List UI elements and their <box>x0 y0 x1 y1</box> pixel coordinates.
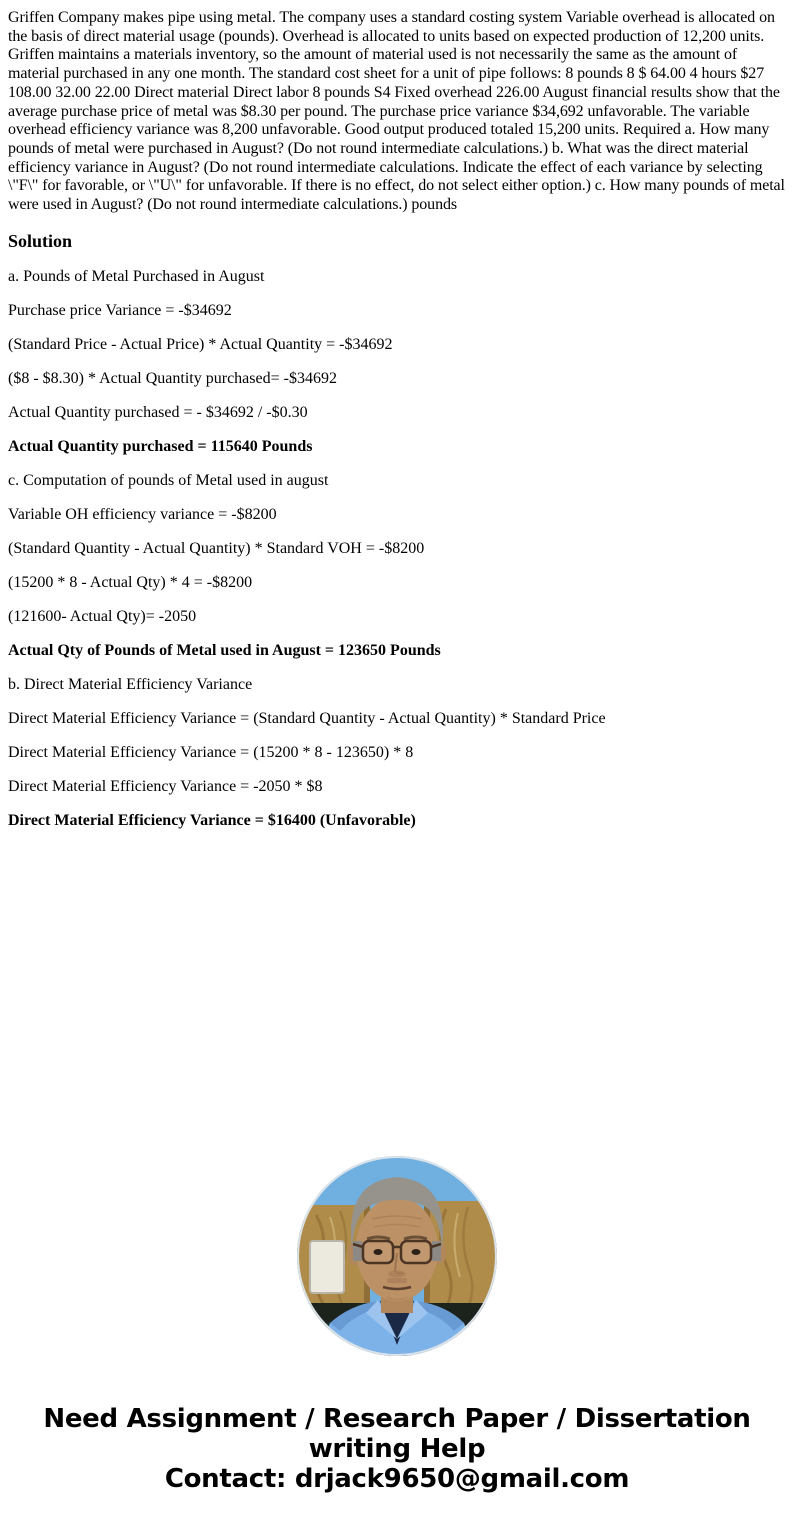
solution-line: Variable OH efficiency variance = -$8200 <box>8 505 277 523</box>
solution-line: a. Pounds of Metal Purchased in August <box>8 267 265 285</box>
solution-line: Actual Quantity purchased = - $34692 / -$0.30 <box>8 403 308 421</box>
solution-line: ($8 - $8.30) * Actual Quantity purchased= -$34692 <box>8 369 337 387</box>
solution-line: b. Direct Material Efficiency Variance <box>8 675 253 693</box>
solution-line: (Standard Quantity - Actual Quantity) * Standard VOH = -$8200 <box>8 539 425 557</box>
photo-switch-plate <box>310 1241 344 1293</box>
solution-line: Purchase price Variance = -$34692 <box>8 301 232 319</box>
solution-line: Direct Material Efficiency Variance = (Standard Quantity - Actual Quantity) * Standard Price <box>8 709 606 727</box>
footer-banner <box>0 1404 794 1494</box>
tutor-photo-graphic <box>296 1155 498 1357</box>
solution-line: Direct Material Efficiency Variance = -2050 * $8 <box>8 777 323 795</box>
solution-line: (15200 * 8 - Actual Qty) * 4 = -$8200 <box>8 573 253 591</box>
solution-line: c. Computation of pounds of Metal used in august <box>8 471 329 489</box>
solution-line: (121600- Actual Qty)= -2050 <box>8 607 197 625</box>
solution-section <box>0 268 794 830</box>
solution-line: Actual Qty of Pounds of Metal used in August = 123650 Pounds <box>8 641 441 659</box>
question-text: Griffen Company makes pipe using metal. The company uses a standard costing system Variable overhead is allocated on the basis of direct material usage (pounds). Overhead is allocated to units based on expected production of 12,200 units. Griffen maintains a materials inventory, so the amount of material used is not necessarily the same as the amount of material purchased in any one month. The standard cost sheet for a unit of pipe follows: 8 pounds 8 $ 64.00 4 hours $27 108.00 32.00 22.00 Direct material Direct labor 8 pounds S4 Fixed overhead 226.00 August financial results show that the average purchase price of metal was $8.30 per pound. The purchase price variance $34,692 unfavorable. The variable overhead efficiency variance was 8,200 unfavorable. Good output produced totaled 15,200 units. Required a. How many pounds of metal were purchased in August? (Do not round intermediate calculations.) b. What was the direct material efficiency variance in August? (Do not round intermediate calculations. Indicate the effect of each variance by selecting \"F\" for favorable, or \"U\" for unfavorable. If there is no effect, do not select either option.) c. How many pounds of metal were used in August? (Do not round intermediate calculations.) pounds <box>8 9 785 214</box>
solution-line: Direct Material Efficiency Variance = $16400 (Unfavorable) <box>8 811 416 829</box>
footer-line: Need Assignment / Research Paper / Dissertation <box>43 1403 751 1434</box>
tutor-photo <box>296 1155 498 1357</box>
solution-heading: Solution <box>8 230 73 251</box>
footer-line: writing Help <box>308 1433 486 1464</box>
solution-line: Direct Material Efficiency Variance = (15200 * 8 - 123650) * 8 <box>8 743 414 761</box>
solution-line: Actual Quantity purchased = 115640 Pounds <box>8 437 313 455</box>
solution-line: (Standard Price - Actual Price) * Actual Quantity = -$34692 <box>8 335 393 353</box>
footer-line: Contact: drjack9650@gmail.com <box>164 1463 630 1494</box>
